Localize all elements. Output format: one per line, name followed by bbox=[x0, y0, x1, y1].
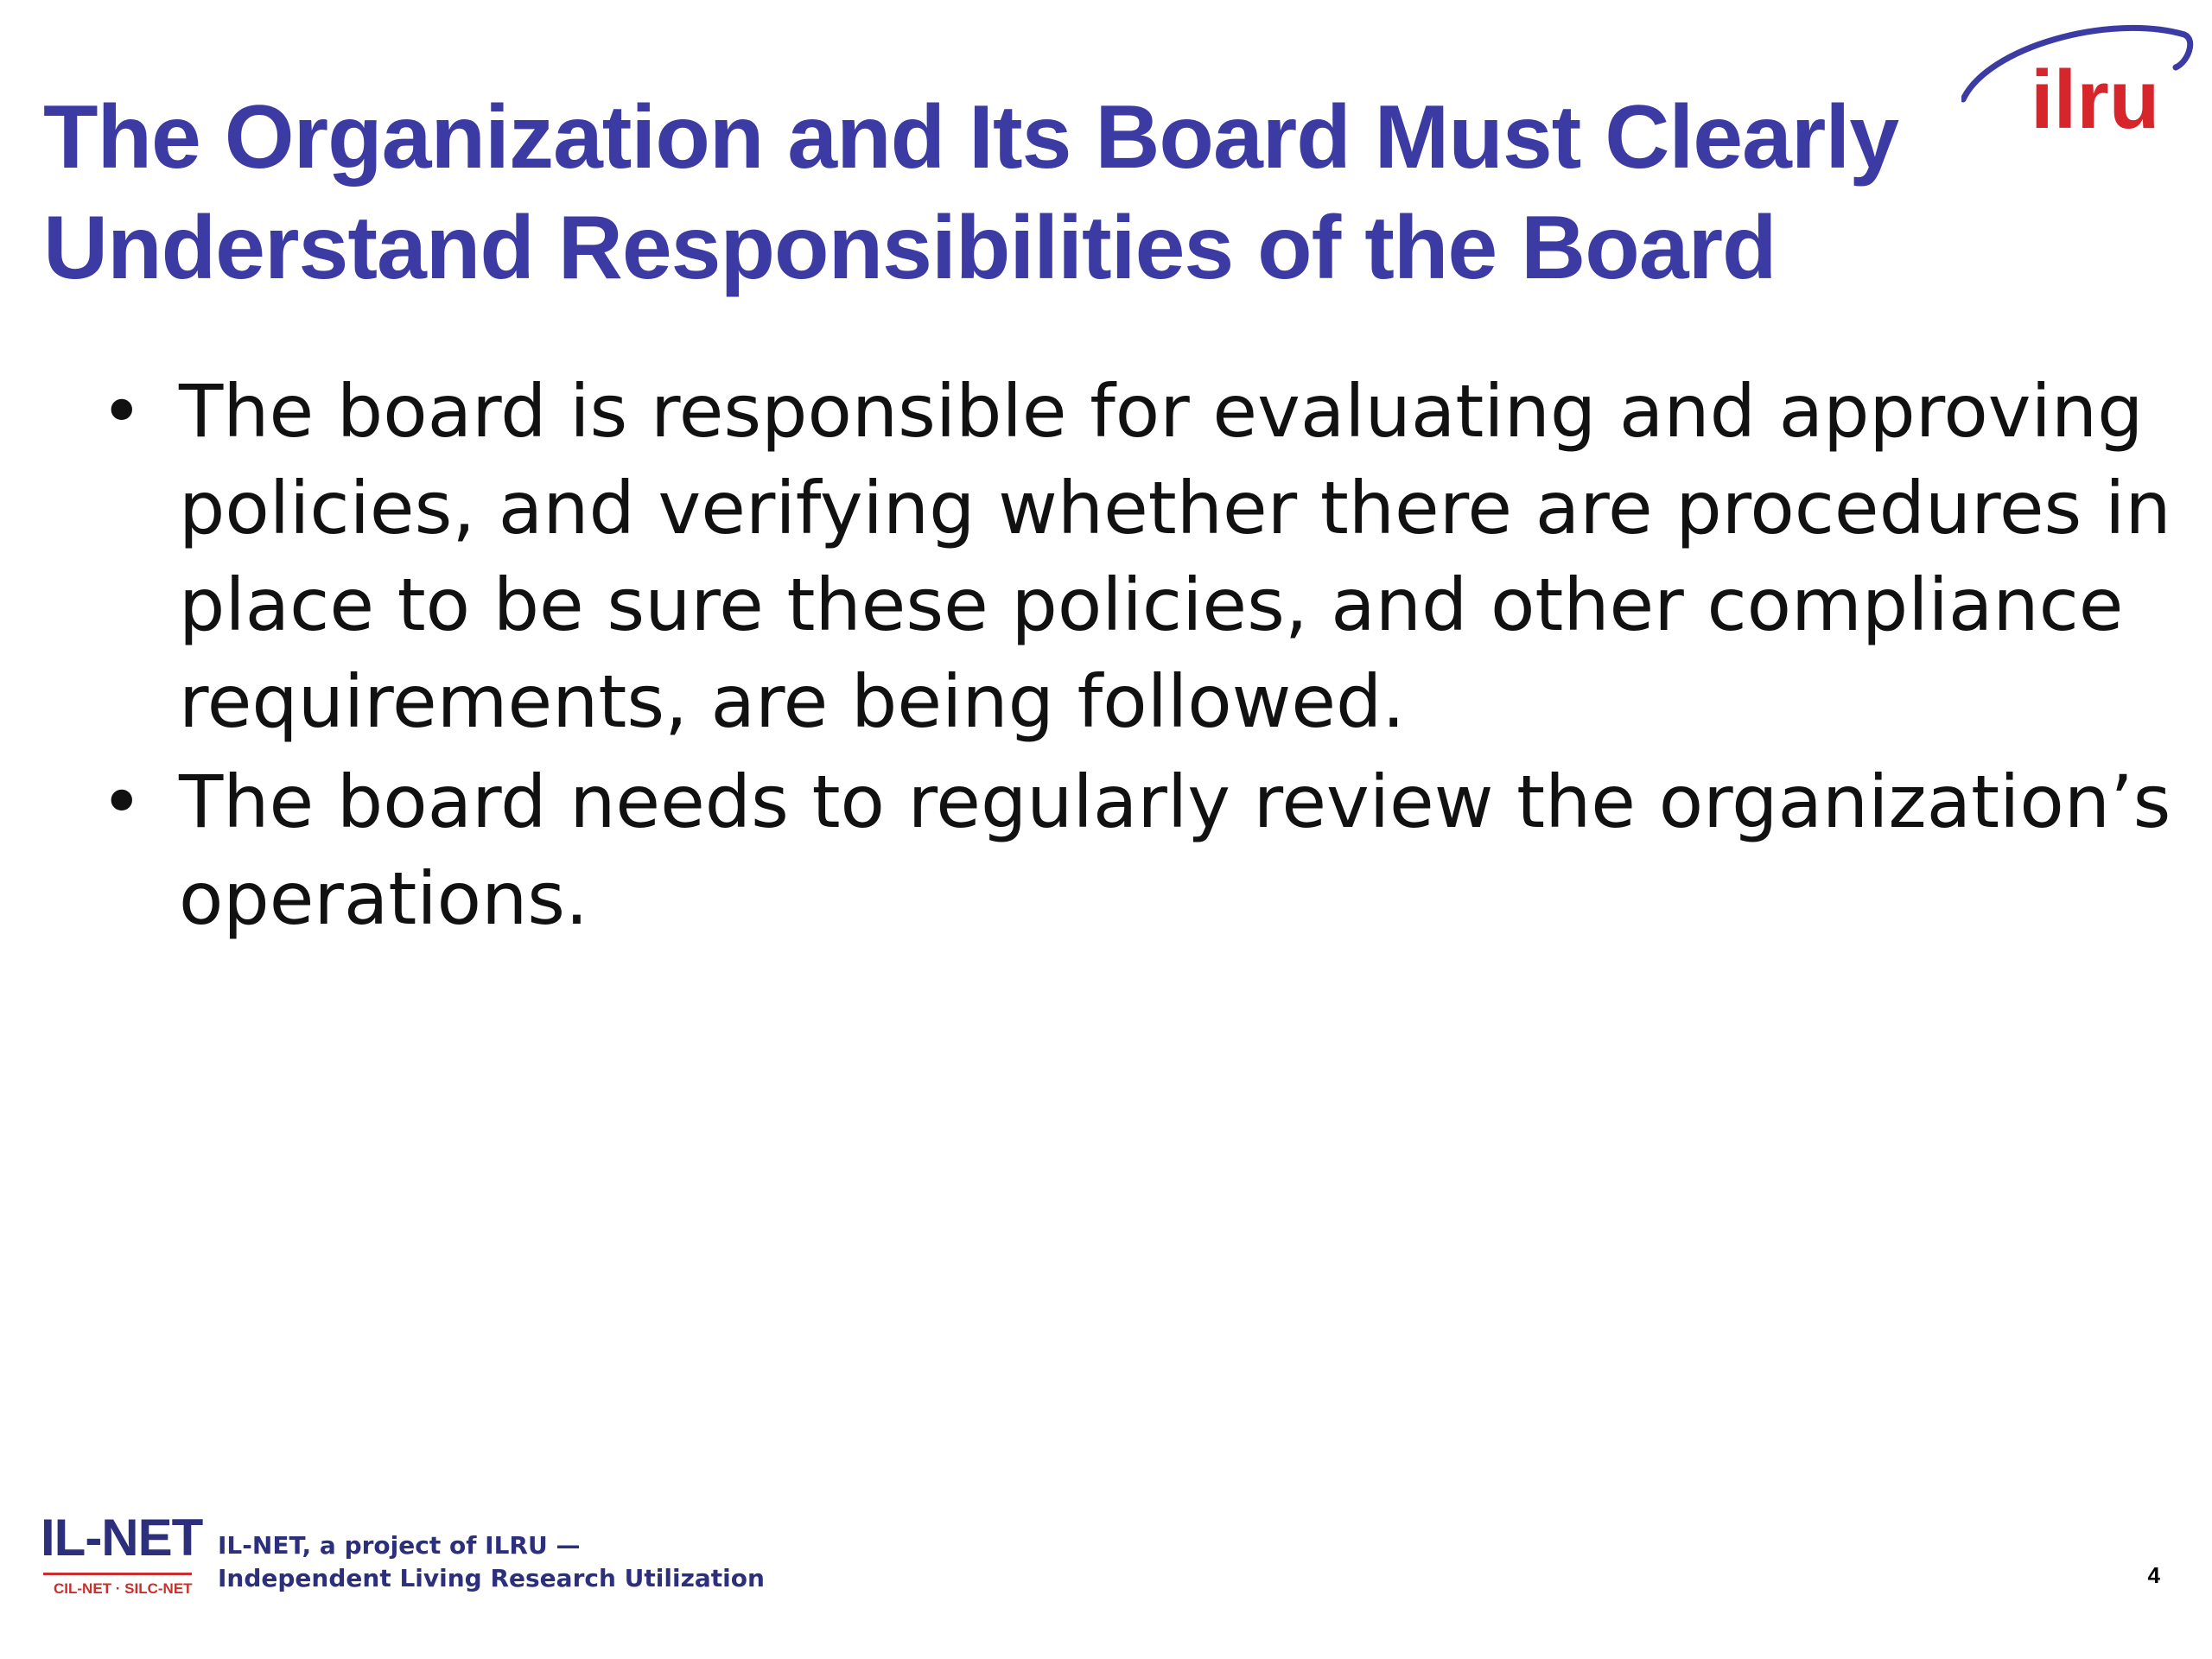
footer-text bbox=[218, 1529, 765, 1595]
footer-text-line-1: IL-NET, a project of ILRU — bbox=[218, 1531, 581, 1560]
footer-text-line-2: Independent Living Research Utilization bbox=[218, 1564, 765, 1592]
bullet-1-line-3: place to be sure these policies, and other compliance bbox=[179, 563, 2124, 647]
il-net-logo-subtitle: CIL-NET · SILC-NET bbox=[54, 1580, 193, 1597]
bullet-dot: • bbox=[100, 760, 143, 844]
bullet-2-line-1: The board needs to regularly review the organization’s bbox=[179, 760, 2171, 844]
bullet-dot: • bbox=[100, 369, 143, 454]
il-net-logo-rule bbox=[43, 1573, 192, 1575]
bullet-list bbox=[95, 363, 2171, 950]
bullet-item-2 bbox=[95, 753, 2171, 947]
bullet-1-line-1: The board is responsible for evaluating and approving bbox=[179, 369, 2144, 454]
page-number: 4 bbox=[2147, 1562, 2160, 1588]
bullet-2-line-2: operations. bbox=[179, 856, 588, 941]
slide-title-line-1: The Organization and Its Board Must Clearly bbox=[43, 87, 1899, 188]
slide-title-line-2: Understand Responsibilities of the Board bbox=[43, 198, 1777, 298]
ilru-logo-icon bbox=[1961, 17, 2195, 147]
bullet-1-line-4: requirements, are being followed. bbox=[179, 659, 1406, 744]
bullet-item-1 bbox=[95, 363, 2171, 750]
slide-title bbox=[43, 82, 2031, 303]
ilru-logo-text: ilru bbox=[2031, 54, 2160, 146]
il-net-logo: IL-NET bbox=[41, 1509, 203, 1567]
bullet-1-line-2: policies, and verifying whether there are procedures in bbox=[179, 466, 2171, 550]
